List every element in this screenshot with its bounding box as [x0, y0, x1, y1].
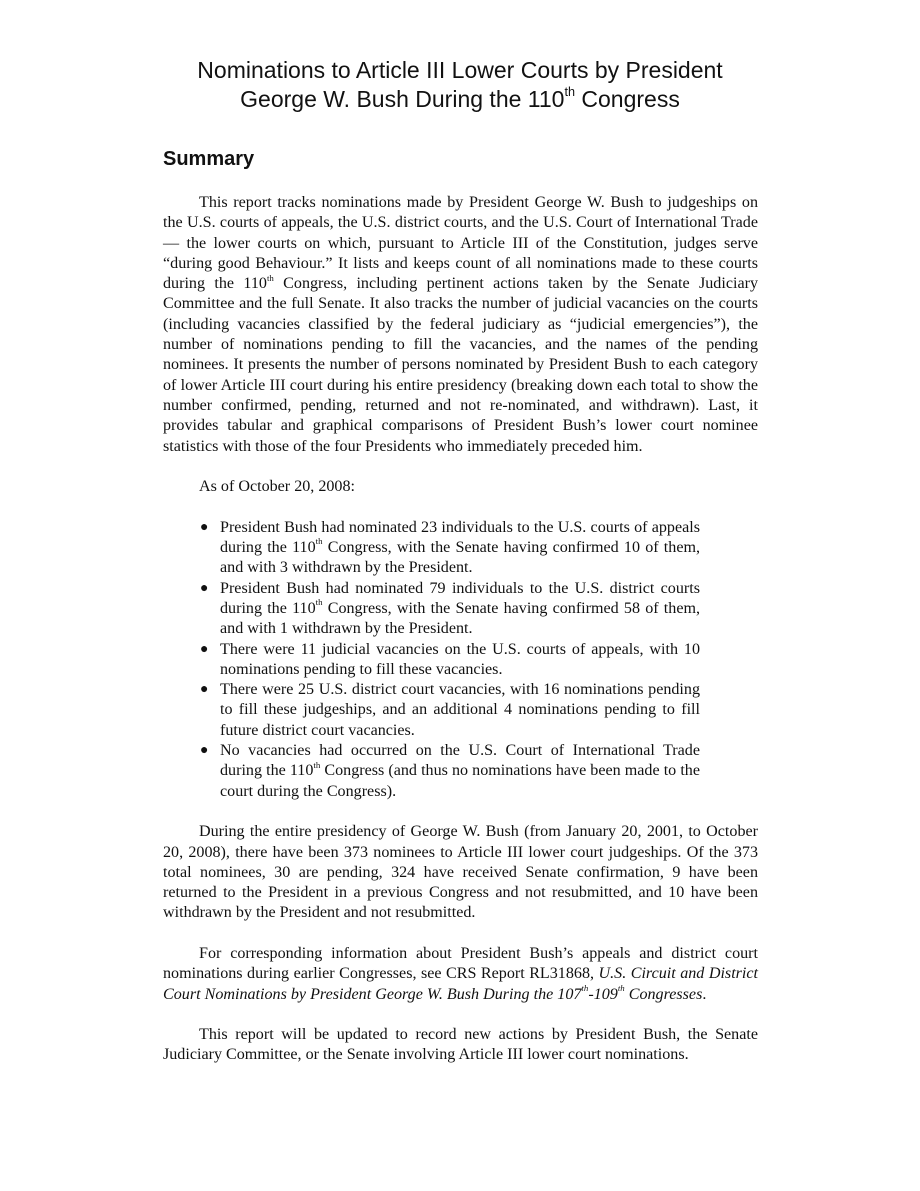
bullet-icon: ● [200, 743, 209, 759]
list-item [200, 680, 700, 741]
bullet-text-end: Congress (and thus no nominations have been made to the court during the Congress). [220, 762, 700, 800]
citation-superscript-1: th [581, 982, 589, 993]
title-line-2-text: George W. Bush During the 110 [240, 86, 565, 112]
corresponding-end: . [702, 985, 707, 1003]
list-item [200, 518, 700, 579]
bullet-text-end: Congress, with the Senate having confirmed 58 of them, and with 1 withdrawn by the President. [220, 599, 700, 638]
update-note-paragraph: This report will be updated to record new actions by President Bush, the Senate Judiciary Committee, or the Senate involving Article III lower court nominations. [163, 1026, 758, 1064]
bullet-text: President Bush had nominated 79 individuals to the U.S. district courts during the 110 [220, 579, 700, 617]
bullet-text: There were 25 U.S. district court vacancies, with 16 nominations pending to fill these judgeships, and an additional 4 nominations pending to fill future district court vacancies. [220, 681, 700, 739]
summary-body [163, 193, 758, 1066]
findings-list [163, 518, 700, 802]
list-item [200, 640, 700, 681]
bullet-superscript: th [313, 759, 321, 770]
bullet-text: President Bush had nominated 23 individuals to the U.S. courts of appeals during the 110 [220, 518, 700, 557]
title-line-2-end: Congress [575, 86, 680, 112]
intro-text-2: Congress, including pertinent actions taken by the Senate Judiciary Committee and the full Senate. It also tracks the number of judicial vacancies on the courts (including vacancies classified by the federal judiciary as “judicial emergencies”), the number of nominations pending to fill the vacancies, and the names of the pending nominees. It presents the number of persons nominated by President Bush to each category of lower Article III court during his entire presidency (breaking down each total to show the number confirmed, pending, returned and not re-nominated, and withdrawn). Last, it provides tabular and graphical comparisons of President Bush’s lower court nominee statistics with those of the four Presidents who immediately preceded him. [163, 275, 758, 455]
report-title [120, 56, 800, 114]
bullet-text: No vacancies had occurred on the U.S. Court of International Trade during the 110 [220, 742, 700, 780]
summary-heading: Summary [163, 148, 255, 170]
bullet-icon: ● [200, 641, 209, 657]
intro-text-1: This report tracks nominations made by President George W. Bush to judgeships on the U.S. courts of appeals, the U.S. district courts, and the U.S. Court of International Trade — the lower courts on which, pursuant to Article III of the Constitution, judges serve “during good Behaviour.” It lists and keeps count of all nominations made to these courts during the 110 [163, 194, 758, 293]
bullet-superscript: th [315, 536, 323, 547]
bullet-icon: ● [200, 580, 209, 596]
bullet-icon: ● [200, 519, 209, 535]
list-item [200, 741, 700, 802]
citation-part-3: Congresses [624, 985, 703, 1003]
citation-part-2: -109 [588, 985, 618, 1003]
bullet-text-end: Congress, with the Senate having confirmed 10 of them, and with 3 withdrawn by the President. [220, 539, 700, 577]
bullet-text: There were 11 judicial vacancies on the U.S. courts of appeals, with 10 nominations pending to fill these vacancies. [220, 640, 700, 678]
presidency-paragraph: During the entire presidency of George W. Bush (from January 20, 2001, to October 20, 2008), there have been 373 nominees to Article III lower court judgeships. Of the 373 total nominees, 30 are pending, 324 have received Senate confirmation, 9 have been returned to the President in a previous Congress and not resubmitted, and 10 have been withdrawn by the President and not resubmitted. [163, 823, 758, 922]
corresponding-text: For corresponding information about President Bush’s appeals and district court nominations during earlier Congresses, see CRS Report RL31868, [163, 944, 758, 983]
as-of-line: As of October 20, 2008: [199, 478, 355, 496]
citation-part-1: U.S. Circuit and District Court Nominations by President George W. Bush During the 107 [163, 965, 759, 1003]
intro-superscript: th [266, 272, 274, 283]
citation-superscript-2: th [617, 982, 625, 993]
bullet-superscript: th [315, 597, 323, 608]
title-line-1: Nominations to Article III Lower Courts by President [197, 57, 723, 83]
title-line-2 [240, 86, 680, 112]
bullet-icon: ● [200, 682, 209, 698]
intro-paragraph [163, 193, 758, 457]
corresponding-paragraph [163, 944, 758, 1005]
list-item [200, 579, 700, 640]
title-superscript: th [564, 85, 576, 100]
